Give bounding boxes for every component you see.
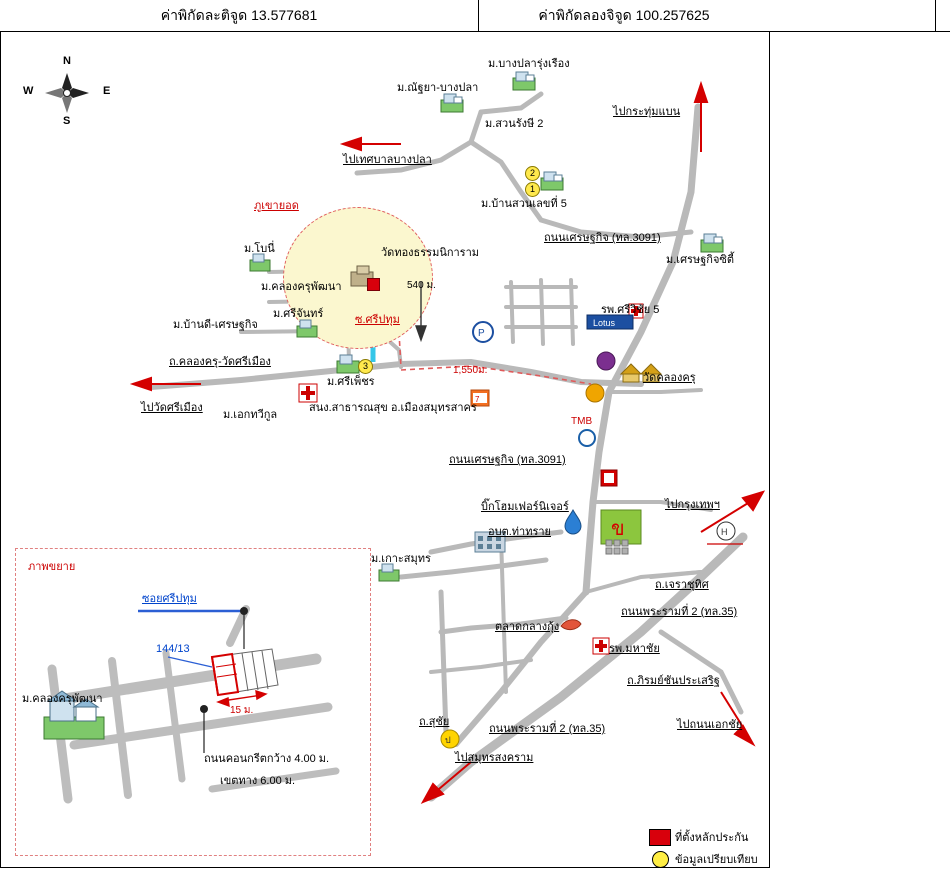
legend-collateral-swatch <box>649 829 671 846</box>
label-road-rama2-east: ถนนพระรามที่ 2 (ทล.35) <box>621 606 738 618</box>
legend-collateral-label: ที่ตั้งหลักประกัน <box>675 832 749 844</box>
inset-road-note-2: เขตทาง 6.00 ม. <box>220 775 296 787</box>
label-tmb: TMB <box>571 416 593 427</box>
label-distance-1550: 1,550ม. <box>453 365 488 376</box>
label-hospital-siwichai-5: รพ.ศรีวิชัย 5 <box>601 304 660 316</box>
label-road-setthakit-3091-north: ถนนเศรษฐกิจ (ทล.3091) <box>544 232 661 244</box>
label-m-bandee-setthakit: ม.บ้านดี-เศรษฐกิจ <box>173 319 258 331</box>
svg-text:ข: ข <box>611 518 625 540</box>
label-road-phiromchonprasoet: ถ.ภิรมย์ชันประเสริฐ <box>627 675 720 687</box>
label-m-khlongkhru-phatthana: ม.คลองครุพัฒนา <box>261 281 342 293</box>
label-m-bangpla-rungruang: ม.บางปลารุ่งเรือง <box>488 58 570 70</box>
marker-1[interactable]: 1 <box>525 182 540 197</box>
label-m-sipetch: ม.ศรีเพ็ชร <box>327 376 375 388</box>
map-canvas <box>1 32 770 868</box>
label-go-watsrimuang: ไปวัดศรีเมือง <box>141 402 203 414</box>
inset-detail-box <box>15 548 371 856</box>
label-road-setthakit-3091-south: ถนนเศรษฐกิจ (ทล.3091) <box>449 454 566 466</box>
inset-village-label: ม.คลองครุพัฒนา <box>22 693 103 705</box>
marker-3[interactable]: 3 <box>358 359 373 374</box>
legend-comparison-label: ข้อมูลเปรียบเทียบ <box>675 854 758 866</box>
map-legend <box>641 827 761 868</box>
svg-text:H: H <box>721 527 728 537</box>
label-road-khlongkhru-watsrimuang: ถ.คลองครุ-วัดศรีเมือง <box>169 356 271 368</box>
legend-row-collateral <box>641 827 761 847</box>
inset-width-label: 15 ม. <box>230 705 254 716</box>
collateral-marker[interactable] <box>367 278 380 291</box>
compass-north-label: N <box>63 55 71 67</box>
label-health-office: สนง.สาธารณสุข อ.เมืองสมุทรสาคร <box>309 402 477 414</box>
svg-text:7: 7 <box>475 395 480 404</box>
inset-title: ภาพขยาย <box>28 561 76 573</box>
header-right-edge <box>935 0 936 31</box>
svg-text:P: P <box>478 328 485 339</box>
label-phu-kao-yod: ภูเขายอด <box>254 200 299 212</box>
legend-row-comparison <box>641 849 761 868</box>
inset-road-note-1: ถนนคอนกรีตกว้าง 4.00 ม. <box>204 753 330 765</box>
label-big-home-furniture: บิ๊กโฮมเฟอร์นิเจอร์ <box>481 501 569 513</box>
label-wat-thong-tham: วัดทองธรรมนิการาม <box>381 247 480 259</box>
label-road-rama2-west: ถนนพระรามที่ 2 (ทล.35) <box>489 723 606 735</box>
label-talat-klang-kung: ตลาดกลางกุ้ง <box>495 621 560 633</box>
label-soi-sipathum: ซ.ศรีปทุม <box>355 314 400 326</box>
map-frame <box>0 32 770 868</box>
svg-text:ป: ป <box>445 735 451 745</box>
label-m-kohsamut: ม.เกาะสมุทร <box>371 553 431 565</box>
label-distance-540: 540 ม. <box>407 280 436 291</box>
label-wat-khlongkhru: วัดคลองครุ <box>643 372 696 384</box>
label-go-nonekkachai: ไปถนนเอกชัย <box>677 719 743 731</box>
label-go-samutsongkhram: ไปสมุทรสงคราม <box>455 752 534 764</box>
coordinate-header <box>0 0 950 32</box>
svg-text:Lotus: Lotus <box>593 318 616 328</box>
label-m-setthakit-city: ม.เศรษฐกิจซิตี้ <box>666 254 734 266</box>
label-m-boni: ม.โบนี่ <box>244 243 275 255</box>
label-go-bangkok: ไปกรุงเทพฯ <box>665 499 720 511</box>
label-m-suanrangsi-2: ม.สวนรังษี 2 <box>485 118 544 130</box>
compass-west-label: W <box>23 85 34 97</box>
compass-east-label: E <box>103 85 111 97</box>
inset-house-number: 144/13 <box>156 643 190 655</box>
latitude-label: ค่าพิกัดละติจูด 13.577681 <box>160 7 318 23</box>
label-hospital-mahachai: รพ.มหาชัย <box>609 643 660 655</box>
label-m-sichan: ม.ศรีจันทร์ <box>273 308 324 320</box>
label-go-krathumbaen: ไปกระทุ่มแบน <box>613 106 681 118</box>
marker-2[interactable]: 2 <box>525 166 540 181</box>
label-obt-thasai: อบต.ท่าทราย <box>488 526 551 538</box>
longitude-label: ค่าพิกัดลองจิจูด 100.257625 <box>538 7 710 23</box>
label-go-thesaban-bangpla: ไปเทศบาลบางปลา <box>343 154 432 166</box>
legend-comparison-swatch <box>652 851 669 868</box>
label-m-natcha-bangpla: ม.ณัฐยา-บางปลา <box>397 82 479 94</box>
label-road-charatchuthit: ถ.เจราชุทิศ <box>655 579 709 591</box>
compass-south-label: S <box>63 115 71 127</box>
label-road-suchai: ถ.สุชัย <box>419 716 450 728</box>
label-m-ekkathawikun: ม.เอกทวีกูล <box>223 409 278 421</box>
label-m-bansuan-no5: ม.บ้านสวนเลขที่ 5 <box>481 198 567 210</box>
inset-soi-label: ซอยศรีปทุม <box>142 593 197 605</box>
